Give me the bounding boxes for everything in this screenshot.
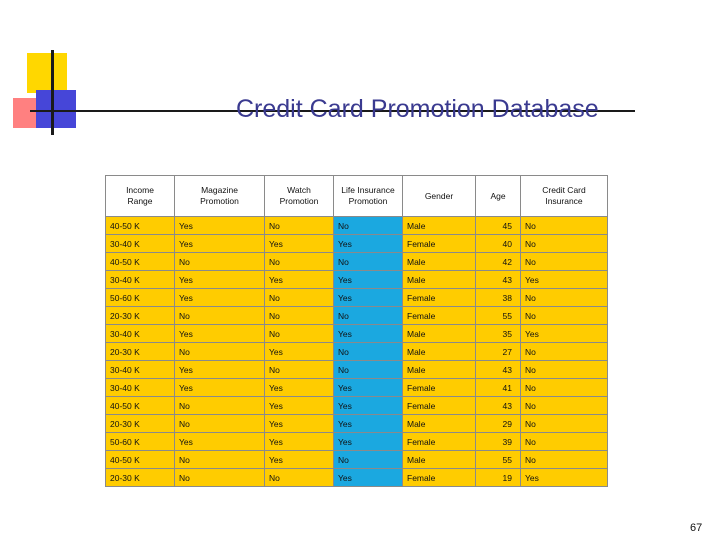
cell-magazine-promotion: Yes (175, 235, 265, 253)
decor-vertical-line (51, 50, 54, 135)
cell-watch-promotion: Yes (265, 433, 334, 451)
cell-income-range: 30-40 K (106, 235, 175, 253)
cell-gender: Female (403, 433, 476, 451)
table-row (106, 361, 608, 379)
cell-life-insurance-promotion: No (334, 451, 403, 469)
cell-credit-card-insurance: No (521, 451, 608, 469)
cell-watch-promotion: Yes (265, 397, 334, 415)
cell-credit-card-insurance: No (521, 235, 608, 253)
cell-credit-card-insurance: Yes (521, 325, 608, 343)
cell-life-insurance-promotion: No (334, 217, 403, 235)
cell-age: 41 (476, 379, 521, 397)
cell-magazine-promotion: Yes (175, 271, 265, 289)
cell-watch-promotion: Yes (265, 451, 334, 469)
cell-gender: Female (403, 289, 476, 307)
table-row (106, 343, 608, 361)
cell-age: 43 (476, 271, 521, 289)
cell-life-insurance-promotion: Yes (334, 289, 403, 307)
cell-watch-promotion: Yes (265, 235, 334, 253)
cell-age: 39 (476, 433, 521, 451)
cell-watch-promotion: No (265, 289, 334, 307)
cell-age: 42 (476, 253, 521, 271)
cell-age: 29 (476, 415, 521, 433)
cell-income-range: 20-30 K (106, 307, 175, 325)
cell-income-range: 40-50 K (106, 397, 175, 415)
cell-credit-card-insurance: No (521, 253, 608, 271)
cell-watch-promotion: Yes (265, 343, 334, 361)
cell-gender: Female (403, 397, 476, 415)
cell-gender: Male (403, 451, 476, 469)
cell-life-insurance-promotion: Yes (334, 415, 403, 433)
cell-magazine-promotion: No (175, 307, 265, 325)
cell-magazine-promotion: No (175, 343, 265, 361)
cell-life-insurance-promotion: No (334, 307, 403, 325)
cell-gender: Female (403, 307, 476, 325)
cell-magazine-promotion: Yes (175, 325, 265, 343)
cell-gender: Male (403, 271, 476, 289)
cell-magazine-promotion: Yes (175, 289, 265, 307)
cell-income-range: 30-40 K (106, 361, 175, 379)
cell-life-insurance-promotion: No (334, 343, 403, 361)
header-life-insurance-promotion: Life Insurance Promotion (334, 176, 403, 217)
cell-gender: Female (403, 379, 476, 397)
cell-income-range: 30-40 K (106, 325, 175, 343)
table-row (106, 379, 608, 397)
cell-watch-promotion: No (265, 469, 334, 487)
cell-income-range: 40-50 K (106, 253, 175, 271)
cell-income-range: 50-60 K (106, 433, 175, 451)
header-income-range: Income Range (106, 176, 175, 217)
cell-watch-promotion: Yes (265, 415, 334, 433)
table-row (106, 217, 608, 235)
cell-watch-promotion: Yes (265, 379, 334, 397)
table-header-row (106, 176, 608, 217)
slide-title: Credit Card Promotion Database (236, 95, 599, 123)
table-row (106, 235, 608, 253)
cell-age: 43 (476, 361, 521, 379)
cell-credit-card-insurance: No (521, 397, 608, 415)
cell-magazine-promotion: No (175, 469, 265, 487)
cell-age: 35 (476, 325, 521, 343)
header-credit-card-insurance: Credit Card Insurance (521, 176, 608, 217)
cell-age: 19 (476, 469, 521, 487)
cell-life-insurance-promotion: Yes (334, 235, 403, 253)
cell-life-insurance-promotion: Yes (334, 379, 403, 397)
cell-magazine-promotion: Yes (175, 433, 265, 451)
cell-income-range: 40-50 K (106, 451, 175, 469)
table-row (106, 307, 608, 325)
cell-credit-card-insurance: No (521, 415, 608, 433)
table-row (106, 469, 608, 487)
page-number: 67 (690, 522, 703, 534)
cell-age: 27 (476, 343, 521, 361)
cell-credit-card-insurance: No (521, 343, 608, 361)
cell-age: 45 (476, 217, 521, 235)
cell-credit-card-insurance: Yes (521, 469, 608, 487)
cell-gender: Female (403, 235, 476, 253)
cell-income-range: 30-40 K (106, 271, 175, 289)
cell-gender: Male (403, 217, 476, 235)
cell-life-insurance-promotion: Yes (334, 397, 403, 415)
cell-magazine-promotion: No (175, 415, 265, 433)
cell-gender: Female (403, 469, 476, 487)
decor-yellow-square (27, 53, 67, 93)
cell-life-insurance-promotion: Yes (334, 325, 403, 343)
cell-credit-card-insurance: No (521, 361, 608, 379)
cell-age: 40 (476, 235, 521, 253)
cell-credit-card-insurance: No (521, 289, 608, 307)
table-row (106, 271, 608, 289)
cell-watch-promotion: No (265, 325, 334, 343)
cell-gender: Male (403, 415, 476, 433)
decor-blue-square (36, 90, 76, 128)
cell-watch-promotion: No (265, 361, 334, 379)
cell-watch-promotion: No (265, 307, 334, 325)
cell-watch-promotion: Yes (265, 271, 334, 289)
cell-income-range: 50-60 K (106, 289, 175, 307)
cell-watch-promotion: No (265, 253, 334, 271)
credit-card-promotion-table (105, 175, 608, 487)
header-age: Age (476, 176, 521, 217)
cell-gender: Male (403, 325, 476, 343)
table-row (106, 325, 608, 343)
cell-income-range: 20-30 K (106, 469, 175, 487)
cell-life-insurance-promotion: Yes (334, 433, 403, 451)
cell-age: 55 (476, 451, 521, 469)
cell-credit-card-insurance: No (521, 217, 608, 235)
cell-gender: Male (403, 343, 476, 361)
table-row (106, 415, 608, 433)
cell-magazine-promotion: No (175, 253, 265, 271)
cell-credit-card-insurance: No (521, 307, 608, 325)
cell-life-insurance-promotion: No (334, 361, 403, 379)
header-watch-promotion: Watch Promotion (265, 176, 334, 217)
cell-watch-promotion: No (265, 217, 334, 235)
cell-life-insurance-promotion: No (334, 253, 403, 271)
cell-credit-card-insurance: No (521, 433, 608, 451)
cell-magazine-promotion: No (175, 451, 265, 469)
table-row (106, 253, 608, 271)
cell-income-range: 20-30 K (106, 343, 175, 361)
table-row (106, 289, 608, 307)
table-row (106, 397, 608, 415)
cell-life-insurance-promotion: Yes (334, 271, 403, 289)
cell-magazine-promotion: No (175, 397, 265, 415)
cell-life-insurance-promotion: Yes (334, 469, 403, 487)
cell-gender: Male (403, 361, 476, 379)
table-row (106, 451, 608, 469)
cell-age: 38 (476, 289, 521, 307)
table-body (106, 217, 608, 487)
cell-age: 55 (476, 307, 521, 325)
cell-gender: Male (403, 253, 476, 271)
cell-age: 43 (476, 397, 521, 415)
cell-magazine-promotion: Yes (175, 379, 265, 397)
header-gender: Gender (403, 176, 476, 217)
cell-magazine-promotion: Yes (175, 361, 265, 379)
table-row (106, 433, 608, 451)
cell-income-range: 30-40 K (106, 379, 175, 397)
cell-credit-card-insurance: No (521, 379, 608, 397)
cell-income-range: 20-30 K (106, 415, 175, 433)
cell-magazine-promotion: Yes (175, 217, 265, 235)
cell-income-range: 40-50 K (106, 217, 175, 235)
header-magazine-promotion: Magazine Promotion (175, 176, 265, 217)
cell-credit-card-insurance: Yes (521, 271, 608, 289)
